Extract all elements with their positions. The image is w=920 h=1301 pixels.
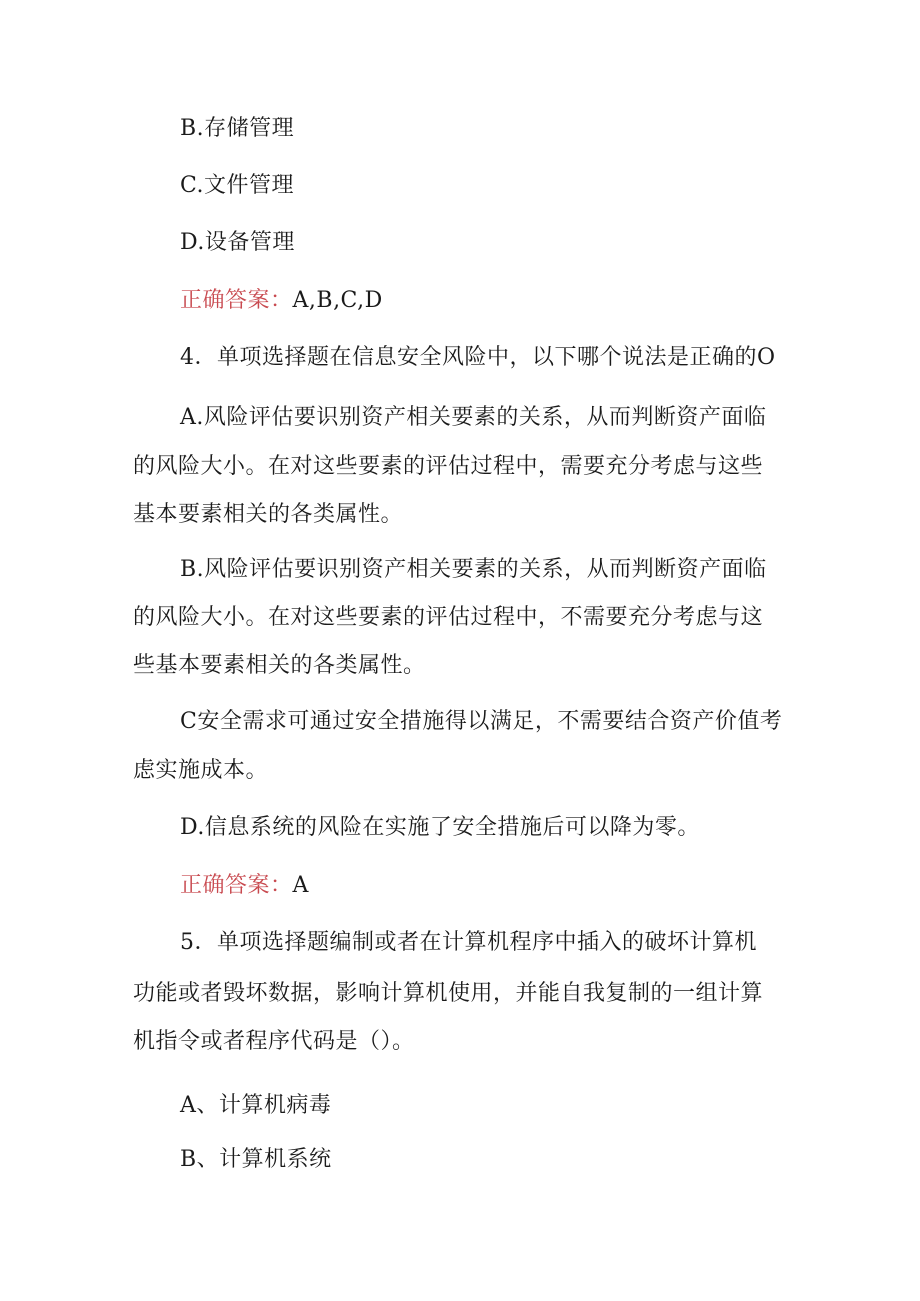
q4-option-b-line-2: 的风险大小。在对这些要素的评估过程中，不需要充分考虑与这 (133, 605, 764, 630)
q5-stem-line-3: 机指令或者程序代码是（）。 (133, 1029, 415, 1054)
q5-option-a: A、计算机病毒 (180, 1093, 332, 1118)
q4-option-d: D.信息系统的风险在实施了安全措施后可以降为零。 (180, 815, 700, 840)
q4-option-a-line-1: A.风险评估要识别资产相关要素的关系，从而判断资产面临 (180, 405, 767, 430)
answer-label: 正确答案： (180, 288, 293, 313)
q4-option-b-line-1: B.风险评估要识别资产相关要素的关系，从而判断资产面临 (180, 557, 767, 582)
q3-option-d: D.设备管理 (180, 230, 295, 255)
answer-value: A (292, 873, 309, 898)
q3-option-c: C.文件管理 (180, 173, 295, 198)
q4-option-a-line-3: 基本要素相关的各类属性。 (133, 502, 404, 527)
q4-answer (180, 871, 309, 901)
q5-stem-line-1: 5．单项选择题编制或者在计算机程序中插入的破坏计算机 (180, 930, 757, 955)
answer-label: 正确答案： (180, 873, 293, 898)
q4-stem: 4．单项选择题在信息安全风险中，以下哪个说法是正确的O (180, 345, 776, 370)
q3-option-b: B.存储管理 (180, 116, 295, 141)
q4-option-a-line-2: 的风险大小。在对这些要素的评估过程中，需要充分考虑与这些 (133, 454, 764, 479)
q5-option-b: B、计算机系统 (180, 1147, 332, 1172)
answer-value: A,B,C,D (292, 288, 383, 313)
q4-option-c-line-1: C安全需求可通过安全措施得以满足，不需要结合资产价值考 (180, 709, 783, 734)
q3-answer (180, 286, 383, 316)
q4-option-b-line-3: 些基本要素相关的各类属性。 (133, 653, 426, 678)
q5-stem-line-2: 功能或者毁坏数据，影响计算机使用，并能自我复制的一组计算 (133, 981, 764, 1006)
q4-option-c-line-2: 虑实施成本。 (133, 758, 269, 783)
